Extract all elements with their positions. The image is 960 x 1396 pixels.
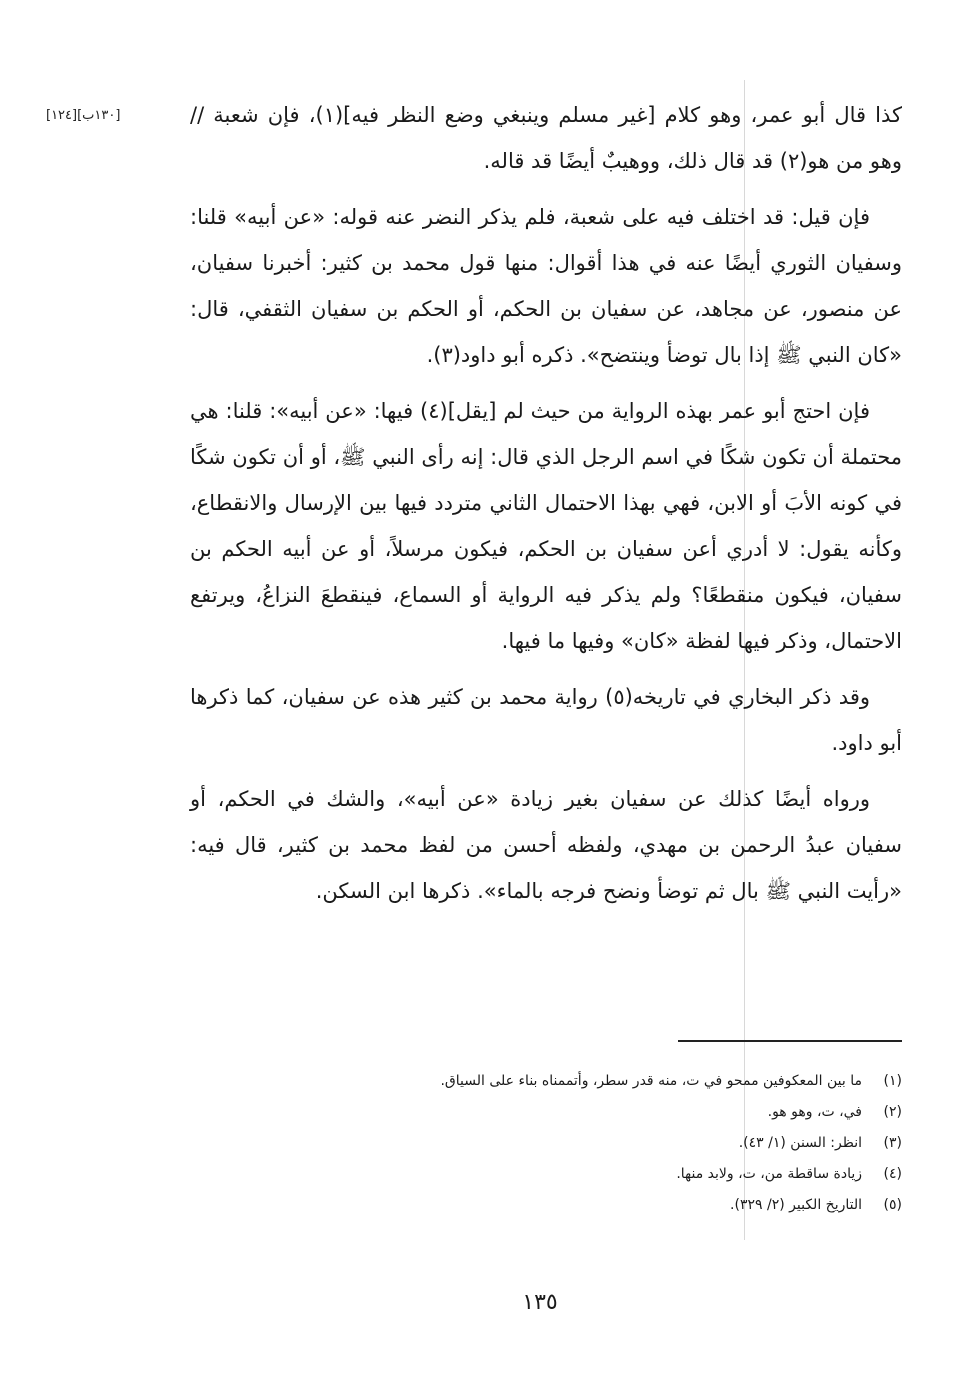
footnote-text: زيادة ساقطة من، ت، ولابد منها.	[676, 1166, 862, 1182]
footnote-text: التاريخ الكبير (٢/ ٣٢٩).	[730, 1197, 862, 1213]
paragraph-3: فإن احتج أبو عمر بهذه الرواية من حيث لم [يقل](٤) فيها: «عن أبيه»: قلنا: هي محتملة أن تكون شكًا في اسم الرجل الذي قال: إنه رأى النبي ﷺ، أو أن تكون شكًا في كونه الأبَ أو الابن، فهي بهذا الاحتمال الثاني متردد فيها بين الإرسال والانقطاع، وكأنه يقول: لا أدري أعن سفيان بن الحكم، فيكون مرسلاً، أو عن أبيه الحكم بن سفيان، فيكون منقطعًا؟ ولم يذكر فيه الرواية أو السماع، فينقطعَ النزاعُ، ويرتفع الاحتمال، وذكر فيها لفظة «كان» وفيها ما فيها.	[190, 399, 902, 653]
footnote-text: انظر: السنن (١/ ٤٣).	[738, 1135, 862, 1151]
footnote-item	[190, 1159, 902, 1190]
footnote-separator	[678, 1040, 902, 1042]
main-text	[190, 92, 902, 924]
footnote-number: (٥)	[883, 1197, 902, 1213]
footnote-number: (٤)	[883, 1166, 902, 1182]
footnote-number: (١)	[883, 1073, 902, 1089]
paragraph-2: فإن قيل: قد اختلف فيه على شعبة، فلم يذكر النضر عنه قوله: «عن أبيه» قلنا: وسفيان الثوري أيضًا عنه في هذا أقوال: منها قول محمد بن كثير: أخبرنا سفيان، عن منصور، عن مجاهد، عن سفيان بن الحكم، أو الحكم بن سفيان الثقفي، قال: «كان النبي ﷺ إذا بال توضأ وينتضح». ذكره أبو داود(٣).	[190, 205, 902, 367]
paragraph-4: وقد ذكر البخاري في تاريخه(٥) رواية محمد بن كثير هذه عن سفيان، كما ذكرها أبو داود.	[190, 685, 902, 755]
footnote-text: ما بين المعكوفين ممحو في ت، منه قدر سطر، وأتممناه بناء على السياق.	[440, 1073, 862, 1089]
footnotes	[190, 1066, 902, 1221]
footnote-number: (٣)	[883, 1135, 902, 1151]
footnote-item	[190, 1128, 902, 1159]
footnote-number: (٢)	[883, 1104, 902, 1120]
footnote-item	[190, 1066, 902, 1097]
paragraph-5: ورواه أيضًا كذلك عن سفيان بغير زيادة «عن أبيه»، والشك في الحكم، أو سفيان عبدُ الرحمن بن مهدي، ولفظه أحسن من لفظ محمد بن كثير، قال فيه: «رأيت النبي ﷺ بال ثم توضأ ونضح فرجه بالماء». ذكرها ابن السكن.	[190, 787, 902, 903]
footnote-item	[190, 1097, 902, 1128]
footnote-item	[190, 1190, 902, 1221]
page-number: ١٣٥	[522, 1290, 558, 1315]
footnote-text: في، ت، وهو هو.	[767, 1104, 862, 1120]
margin-reference: [١٣٠ب][١٢٤]	[46, 108, 121, 123]
paragraph-1: كذا قال أبو عمر، وهو كلام [غير مسلم وينبغي وضع النظر فيه](١)، فإن شعبة // وهو من هو(٢) قد قال ذلك، ووهيبٌ أيضًا قد قاله.	[190, 103, 902, 173]
